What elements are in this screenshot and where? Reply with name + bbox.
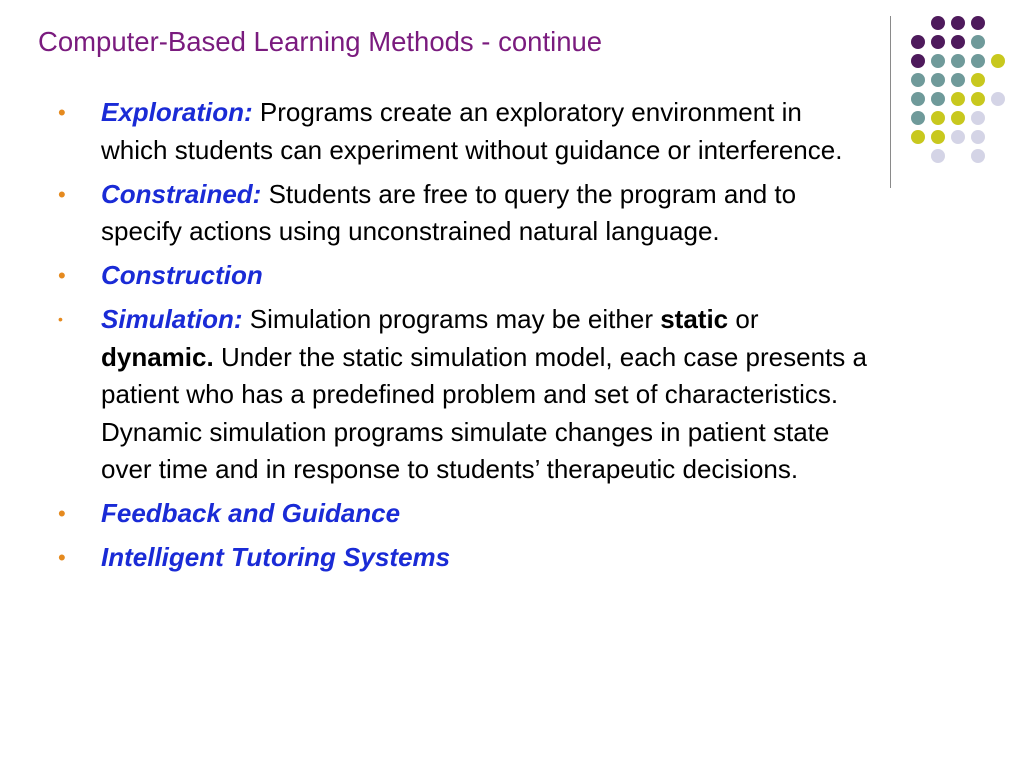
bullet-list xyxy=(58,94,868,583)
bullet-icon: • xyxy=(58,100,66,125)
decorative-dot xyxy=(991,54,1005,68)
decorative-dot xyxy=(911,92,925,106)
decorative-dot xyxy=(911,111,925,125)
list-item xyxy=(58,539,868,577)
decorative-dot xyxy=(931,35,945,49)
decorative-dot xyxy=(971,130,985,144)
decorative-dot xyxy=(951,54,965,68)
bullet-icon: • xyxy=(58,545,66,570)
decorative-dot xyxy=(931,73,945,87)
decorative-dot xyxy=(931,54,945,68)
list-item xyxy=(58,495,868,533)
decorative-dot xyxy=(971,73,985,87)
decorative-dot xyxy=(911,54,925,68)
decorative-dot xyxy=(931,130,945,144)
term-label: Feedback and Guidance xyxy=(101,498,401,528)
emphasis-dynamic: dynamic. xyxy=(101,341,214,372)
emphasis-static: static xyxy=(660,304,729,334)
list-item xyxy=(58,257,868,295)
term-label: Constrained: xyxy=(101,178,262,209)
item-text: Under the static simulation model, each case presents a patient who has a predefined problem and set of characteristics. Dynamic simulation programs simulate changes in patient state over time and in response to students’ therapeutic decisions. xyxy=(101,341,867,484)
item-text: Students are free to query the program and to specify actions using unconstrained natural language. xyxy=(101,178,797,246)
item-text: Programs create an exploratory environment in which students can experiment without guidance or interference. xyxy=(101,97,843,165)
decorative-dot xyxy=(991,92,1005,106)
bullet-icon: • xyxy=(58,501,66,526)
decorative-dot xyxy=(971,92,985,106)
decorative-dot xyxy=(971,111,985,125)
item-text: Simulation programs may be either xyxy=(249,304,653,334)
decorative-dot xyxy=(951,130,965,144)
decorative-dot xyxy=(951,73,965,87)
term-label: Simulation: xyxy=(101,304,243,334)
decorative-dot xyxy=(971,54,985,68)
decorative-divider xyxy=(890,16,891,188)
decorative-dot xyxy=(951,92,965,106)
decorative-dot xyxy=(931,92,945,106)
decorative-dot xyxy=(931,111,945,125)
list-item xyxy=(58,301,868,489)
list-item xyxy=(58,176,868,251)
decorative-dot xyxy=(951,111,965,125)
bullet-icon: • xyxy=(58,311,63,327)
term-label: Intelligent Tutoring Systems xyxy=(101,542,451,572)
term-label: Construction xyxy=(101,260,263,290)
slide-title: Computer-Based Learning Methods - continue xyxy=(38,26,603,57)
decorative-dot xyxy=(971,16,985,30)
decorative-dot xyxy=(951,35,965,49)
decorative-dot xyxy=(911,130,925,144)
decorative-dot xyxy=(971,149,985,163)
decorative-dot xyxy=(971,35,985,49)
term-label: Exploration: xyxy=(101,97,253,127)
item-text: or xyxy=(735,304,759,334)
decorative-dot xyxy=(911,35,925,49)
decorative-dot xyxy=(931,16,945,30)
decorative-dot xyxy=(911,73,925,87)
decorative-dot xyxy=(931,149,945,163)
bullet-icon: • xyxy=(58,263,66,288)
decorative-dot xyxy=(951,16,965,30)
bullet-icon: • xyxy=(58,181,66,207)
list-item xyxy=(58,94,868,169)
